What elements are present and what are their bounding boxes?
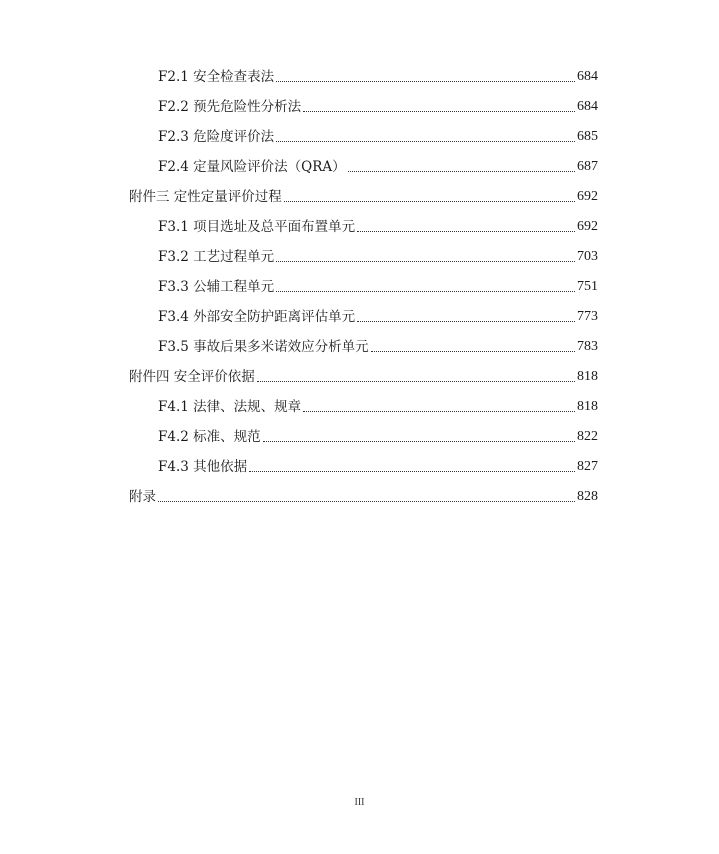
toc-entry-page: 684 bbox=[577, 69, 598, 84]
toc-leader-dots bbox=[276, 141, 575, 142]
toc-leader-dots bbox=[276, 261, 575, 262]
toc-leader-dots bbox=[158, 501, 575, 502]
toc-entry-page: 684 bbox=[577, 99, 598, 114]
toc-entry-page: 703 bbox=[577, 249, 598, 264]
toc-entry-page: 818 bbox=[577, 399, 598, 414]
toc-entry-f2-3[interactable] bbox=[158, 127, 598, 147]
toc-entry-page: 692 bbox=[577, 189, 598, 204]
toc-entry-label: F4.2 标准、规范 bbox=[158, 429, 261, 445]
toc-entry-f2-1[interactable] bbox=[158, 67, 598, 87]
toc-entry-f3-5[interactable] bbox=[158, 337, 598, 357]
toc-entry-page: 783 bbox=[577, 339, 598, 354]
toc-entry-label: 附录 bbox=[129, 489, 156, 505]
toc-entry-label: F2.1 安全检查表法 bbox=[158, 69, 275, 85]
toc-entry-label: F3.1 项目选址及总平面布置单元 bbox=[158, 219, 356, 235]
toc-entry-page: 818 bbox=[577, 369, 598, 384]
toc-entry-f4-1[interactable] bbox=[158, 397, 598, 417]
toc-entry-label: F2.3 危险度评价法 bbox=[158, 129, 275, 145]
toc-entry-f3-4[interactable] bbox=[158, 307, 598, 327]
toc-entry-page: 827 bbox=[577, 459, 598, 474]
toc-entry-page: 692 bbox=[577, 219, 598, 234]
toc-entry-f3-2[interactable] bbox=[158, 247, 598, 267]
toc-leader-dots bbox=[303, 111, 575, 112]
toc-entry-label: F3.5 事故后果多米诺效应分析单元 bbox=[158, 339, 369, 355]
toc-entry-label: F3.3 公辅工程单元 bbox=[158, 279, 275, 295]
toc-entry-label: F3.4 外部安全防护距离评估单元 bbox=[158, 309, 356, 325]
toc-entry-label: F4.1 法律、法规、规章 bbox=[158, 399, 302, 415]
toc-leader-dots bbox=[303, 411, 575, 412]
toc-leader-dots bbox=[348, 171, 575, 172]
toc-entry-appendix-3[interactable] bbox=[129, 187, 598, 207]
toc-entry-f3-1[interactable] bbox=[158, 217, 598, 237]
toc-leader-dots bbox=[371, 351, 575, 352]
toc-entry-f4-3[interactable] bbox=[158, 457, 598, 477]
toc-leader-dots bbox=[357, 321, 575, 322]
toc-entry-f3-3[interactable] bbox=[158, 277, 598, 297]
toc-entry-page: 773 bbox=[577, 309, 598, 324]
toc-leader-dots bbox=[263, 441, 575, 442]
toc-leader-dots bbox=[257, 381, 575, 382]
page-number: III bbox=[354, 797, 365, 808]
toc-leader-dots bbox=[249, 471, 575, 472]
toc-entry-label: F3.2 工艺过程单元 bbox=[158, 249, 275, 265]
toc-entry-appendix[interactable] bbox=[129, 487, 598, 507]
toc-entry-label: F4.3 其他依据 bbox=[158, 459, 248, 475]
toc-entry-label: 附件四 安全评价依据 bbox=[129, 369, 255, 385]
toc-entry-f2-2[interactable] bbox=[158, 97, 598, 117]
toc-leader-dots bbox=[276, 81, 575, 82]
toc-entry-label: F2.2 预先危险性分析法 bbox=[158, 99, 302, 115]
toc-entry-page: 687 bbox=[577, 159, 598, 174]
toc-entry-appendix-4[interactable] bbox=[129, 367, 598, 387]
toc-entry-page: 822 bbox=[577, 429, 598, 444]
toc-entry-label: F2.4 定量风险评价法（QRA） bbox=[158, 159, 346, 175]
toc-entry-f2-4[interactable] bbox=[158, 157, 598, 177]
toc-entry-label: 附件三 定性定量评价过程 bbox=[129, 189, 282, 205]
toc-entry-page: 685 bbox=[577, 129, 598, 144]
toc-entry-page: 828 bbox=[577, 489, 598, 504]
toc-leader-dots bbox=[357, 231, 575, 232]
toc-entry-page: 751 bbox=[577, 279, 598, 294]
toc-leader-dots bbox=[284, 201, 575, 202]
toc-leader-dots bbox=[276, 291, 575, 292]
toc-entry-f4-2[interactable] bbox=[158, 427, 598, 447]
